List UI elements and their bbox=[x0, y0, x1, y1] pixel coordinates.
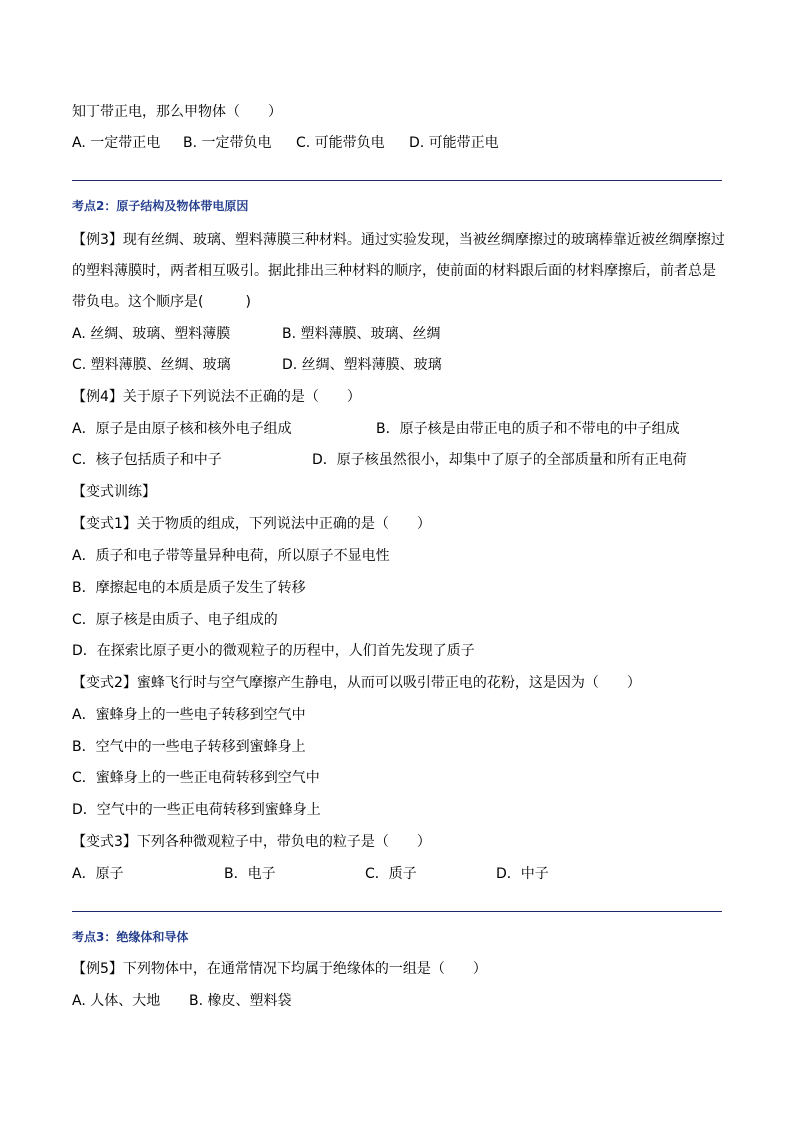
option-a: A．蜜蜂身上的一些电子转移到空气中 bbox=[72, 707, 306, 723]
option-a: A. 一定带正电 bbox=[72, 135, 161, 151]
option-d: D. 可能带正电 bbox=[409, 135, 499, 151]
option-a: A. 人体、大地 bbox=[72, 993, 161, 1009]
example-5-stem: 【例5】下列物体中，在通常情况下均属于绝缘体的一组是（ ） bbox=[72, 961, 487, 977]
option-a: A．原子 bbox=[72, 866, 124, 882]
example-3-line-3: 带负电。这个顺序是( ) bbox=[72, 294, 251, 310]
option-d: D．在探索比原子更小的微观粒子的历程中，人们首先发现了质子 bbox=[72, 643, 475, 659]
option-a: A．质子和电子带等量异种电荷，所以原子不显电性 bbox=[72, 548, 390, 564]
option-c: C. 可能带负电 bbox=[296, 135, 385, 151]
variant-1-stem: 【变式1】关于物质的组成，下列说法中正确的是（ ） bbox=[72, 516, 431, 532]
option-b: B．摩擦起电的本质是质子发生了转移 bbox=[72, 580, 306, 596]
option-d: D. 丝绸、塑料薄膜、玻璃 bbox=[282, 357, 442, 373]
option-b: B. 塑料薄膜、玻璃、丝绸 bbox=[282, 326, 441, 342]
option-c: C．原子核是由质子、电子组成的 bbox=[72, 612, 278, 628]
option-c: C. 塑料薄膜、丝绸、玻璃 bbox=[72, 357, 231, 373]
option-d: D．原子核虽然很小，却集中了原子的全部质量和所有正电荷 bbox=[312, 452, 687, 468]
option-d: D．空气中的一些正电荷转移到蜜蜂身上 bbox=[72, 802, 321, 818]
training-heading: 【变式训练】 bbox=[72, 484, 156, 500]
option-c: C．质子 bbox=[365, 866, 417, 882]
example-3-line-2: 的塑料薄膜时，两者相互吸引。据此排出三种材料的顺序，使前面的材料跟后面的材料摩擦后，前者总是 bbox=[72, 263, 716, 279]
example-4-stem: 【例4】关于原子下列说法不正确的是（ ） bbox=[72, 389, 361, 405]
option-a: A. 丝绸、玻璃、塑料薄膜 bbox=[72, 326, 231, 342]
option-b: B．空气中的一些电子转移到蜜蜂身上 bbox=[72, 739, 306, 755]
section-title: 考点3：绝缘体和导体 bbox=[72, 930, 189, 944]
option-d: D．中子 bbox=[496, 866, 549, 882]
example-3-line-1: 【例3】现有丝绸、玻璃、塑料薄膜三种材料。通过实验发现，当被丝绸摩擦过的玻璃棒靠近被丝绸摩擦过 bbox=[72, 232, 725, 248]
option-c: C．核子包括质子和中子 bbox=[72, 452, 222, 468]
variant-3-stem: 【变式3】下列各种微观粒子中，带负电的粒子是（ ） bbox=[72, 834, 431, 850]
option-b: B. 一定带负电 bbox=[183, 135, 272, 151]
option-b: B. 橡皮、塑料袋 bbox=[189, 993, 292, 1009]
section-title: 考点2：原子结构及物体带电原因 bbox=[72, 199, 249, 213]
question-stem-tail: 知丁带正电，那么甲物体（ ） bbox=[72, 104, 282, 120]
section-divider bbox=[72, 180, 722, 181]
section-divider bbox=[72, 911, 722, 912]
variant-2-stem: 【变式2】蜜蜂飞行时与空气摩擦产生静电，从而可以吸引带正电的花粉，这是因为（ ） bbox=[72, 675, 641, 691]
option-b: B．原子核是由带正电的质子和不带电的中子组成 bbox=[376, 421, 680, 437]
option-c: C．蜜蜂身上的一些正电荷转移到空气中 bbox=[72, 770, 320, 786]
option-b: B．电子 bbox=[224, 866, 276, 882]
option-a: A．原子是由原子核和核外电子组成 bbox=[72, 421, 292, 437]
